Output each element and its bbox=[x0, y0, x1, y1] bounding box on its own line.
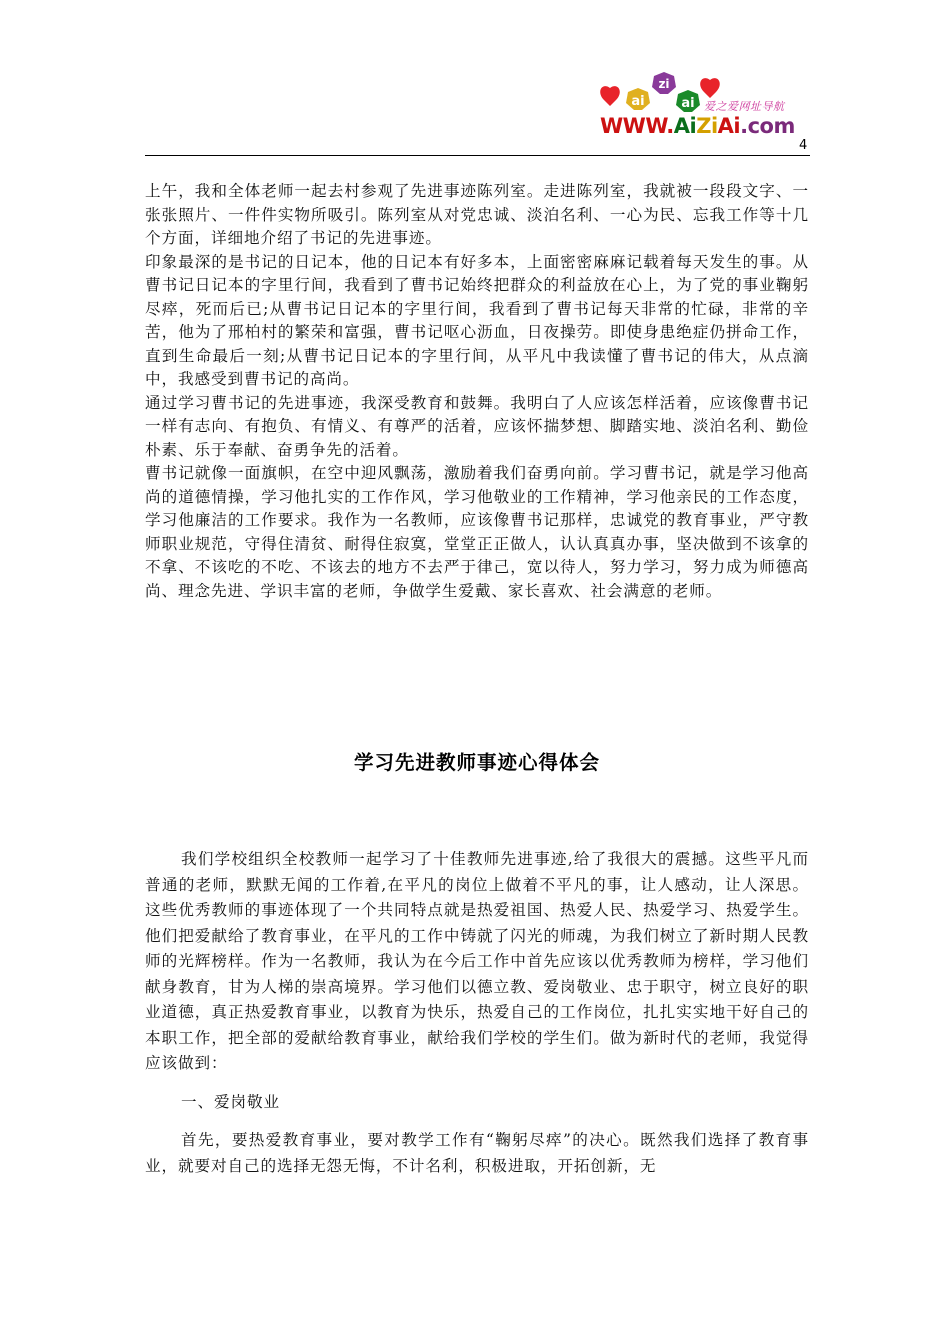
paragraph: 上午，我和全体老师一起去村参观了先进事迹陈列室。走进陈列室，我就被一段段文字、一张张照片、一件件实物所吸引。陈列室从对党忠诚、淡泊名利、一心为民、忘我工作等十几个方面，详细地介绍了书记的先进事迹。 bbox=[145, 182, 809, 247]
logo-letter-3: ai bbox=[681, 96, 695, 111]
paragraph: 曹书记就像一面旗帜，在空中迎风飘荡，激励着我们奋勇向前。学习曹书记，就是学习他高尚的道德情操，学习他扎实的工作作风，学习他敬业的工作精神，学习他亲民的工作态度，学习他廉洁的工作要求。我作为一名教师，应该像曹书记那样，忠诚党的教育事业，严守教师职业规范，守得住清贫、耐得住寂寞，堂堂正正做人，认认真真办事，坚决做到不该拿的不拿、不该吃的不吃、不该去的地方不去严于律己，宽以待人，努力学习，努力成为师德高尚、理念先进、学识丰富的老师，争做学生爱戴、家长喜欢、社会满意的老师。 bbox=[145, 464, 809, 600]
section-2-body bbox=[145, 847, 809, 1179]
logo-url-zi: Zi bbox=[696, 114, 718, 138]
logo-url-ai: Ai bbox=[673, 114, 697, 138]
section-heading: 一、爱岗敬业 bbox=[181, 1092, 280, 1111]
logo-url-www: WWW. bbox=[600, 114, 674, 138]
article-title: 学习先进教师事迹心得体会 bbox=[353, 751, 600, 774]
header-divider bbox=[145, 155, 810, 156]
page-number: 4 bbox=[799, 138, 808, 153]
paragraph: 印象最深的是书记的日记本，他的日记本有好多本，上面密密麻麻记载着每天发生的事。从曹书记日记本的字里行间，我看到了曹书记始终把群众的利益放在心上，为了党的事业鞠躬尽瘁，死而后已;从曹书记日记本的字里行间，我看到了曹书记每天非常的忙碌，非常的辛苦，他为了邢柏村的繁荣和富强，曹书记呕心沥血，日夜操劳。即使身患绝症仍拼命工作，直到生命最后一刻;从曹书记日记本的字里行间，从平凡中我读懂了曹书记的伟大，从点滴中，我感受到曹书记的高尚。 bbox=[145, 252, 809, 388]
intro-paragraph: 我们学校组织全校教师一起学习了十佳教师先进事迹,给了我很大的震撼。这些平凡而普通的老师，默默无闻的工作着,在平凡的岗位上做着不平凡的事，让人感动，让人深思。这些优秀教师的事迹体现了一个共同特点就是热爱祖国、热爱人民、热爱学习、热爱学生。他们把爱献给了教育事业，在平凡的工作中铸就了闪光的师魂，为我们树立了新时期人民教师的光辉榜样。作为一名教师，我认为在今后工作中首先应该以优秀教师为榜样，学习他们献身教育，甘为人梯的崇高境界。学习他们以德立教、爱岗敬业、忠于职守，树立良好的职业道德，真正热爱教育事业，以教育为快乐，热爱自己的工作岗位，扎扎实实地干好自己的本职工作，把全部的爱献给教育事业，献给我们学校的学生们。做为新时代的老师，我觉得应该做到： bbox=[145, 850, 809, 1072]
paragraph: 通过学习曹书记的先进事迹，我深受教育和鼓舞。我明白了人应该怎样活着，应该像曹书记一样有志向、有抱负、有情义、有尊严的活着，应该怀揣梦想、脚踏实地、淡泊名利、勤俭朴素、乐于奉献、奋勇争先的活着。 bbox=[145, 393, 809, 459]
logo-url-com: .com bbox=[740, 114, 795, 138]
logo-url-ai-second: Ai bbox=[717, 114, 741, 138]
logo-letter-2: zi bbox=[658, 77, 670, 91]
paragraph: 首先，要热爱教育事业，要对教学工作有“鞠躬尽瘁”的决心。既然我们选择了教育事业，就要对自己的选择无怨无悔，不计名利，积极进取，开拓创新，无 bbox=[145, 1131, 809, 1175]
logo-letter-1: ai bbox=[631, 94, 645, 109]
section-1-body bbox=[145, 180, 809, 603]
logo-url bbox=[600, 114, 795, 138]
logo-tagline: 爱之爱网址导航 bbox=[704, 100, 785, 113]
site-logo[interactable] bbox=[600, 70, 805, 150]
